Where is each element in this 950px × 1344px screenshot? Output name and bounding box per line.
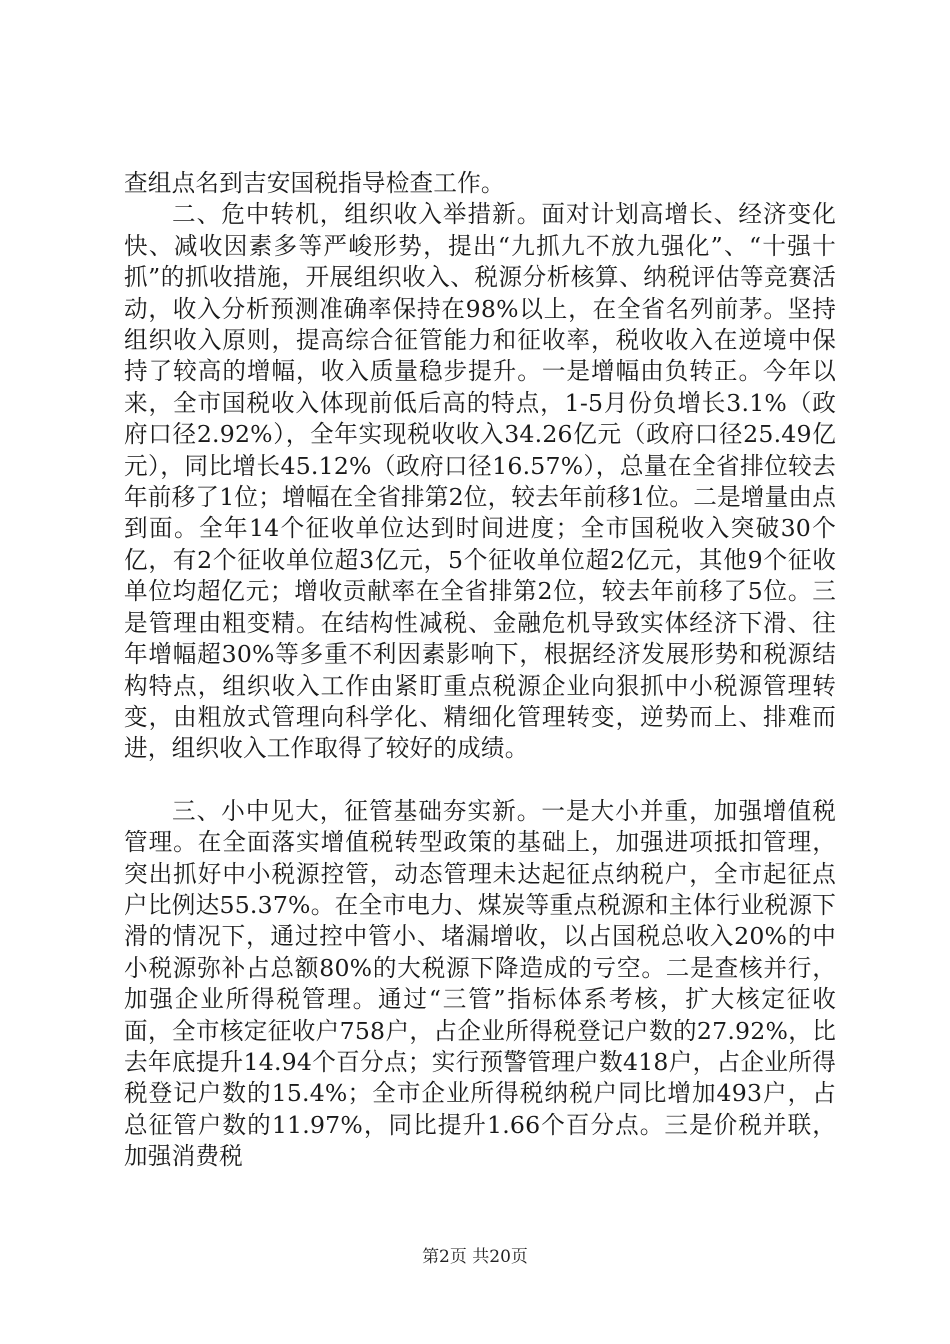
document-body xyxy=(124,168,836,1173)
page-footer: 第2页 共20页 xyxy=(422,1247,528,1267)
paragraph-continuation: 查组点名到吉安国税指导检查工作。 xyxy=(124,169,505,197)
paragraph-section-three: 三、小中见大，征管基础夯实新。一是大小并重，加强增值税管理。在全面落实增值税转型政策的基础上，加强进项抵扣管理，突出抓好中小税源控管，动态管理未达起征点纳税户，全市起征点户比例达55.37%。在全市电力、煤炭等重点税源和主体行业税源下滑的情况下，通过控中管小、堵漏增收，以占国税总收入20%的中小税源弥补占总额80%的大税源下降造成的亏空。二是查核并行，加强企业所得税管理。通过“三管”指标体系考核，扩大核定征收面，全市核定征收户758户，占企业所得税登记户数的27.92%，比去年底提升14.94个百分点；实行预警管理户数418户，占企业所得税登记户数的15.4%；全市企业所得税纳税户同比增加493户，占总征管户数的11.97%，同比提升1.66个百分点。三是价税并联，加强消费税 xyxy=(124,796,836,1171)
paragraph-section-two: 二、危中转机，组织收入举措新。面对计划高增长、经济变化快、减收因素多等严峻形势，提出“九抓九不放九强化”、“十强十抓”的抓收措施，开展组织收入、税源分析核算、纳税评估等竞赛活动，收入分析预测准确率保持在98%以上，在全省名列前茅。坚持组织收入原则，提高综合征管能力和征收率，税收收入在逆境中保持了较高的增幅，收入质量稳步提升。一是增幅由负转正。今年以来，全市国税收入体现前低后高的特点，1-5月份负增长3.1%（政府口径2.92%），全年实现税收收入34.26亿元（政府口径25.49亿元），同比增长45.12%（政府口径16.57%），总量在全省排位较去年前移了1位；增幅在全省排第2位，较去年前移1位。二是增量由点到面。全年14个征收单位达到时间进度；全市国税收入突破30个亿，有2个征收单位超3亿元，5个征收单位超2亿元，其他9个征收单位均超亿元；增收贡献率在全省排第2位，较去年前移了5位。三是管理由粗变精。在结构性减税、金融危机导致实体经济下滑、往年增幅超30%等多重不利因素影响下，根据经济发展形势和税源结构特点，组织收入工作由紧盯重点税源企业向狠抓中小税源管理转变，由粗放式管理向科学化、精细化管理转变，逆势而上、排难而进，组织收入工作取得了较好的成绩。 xyxy=(124,200,836,763)
